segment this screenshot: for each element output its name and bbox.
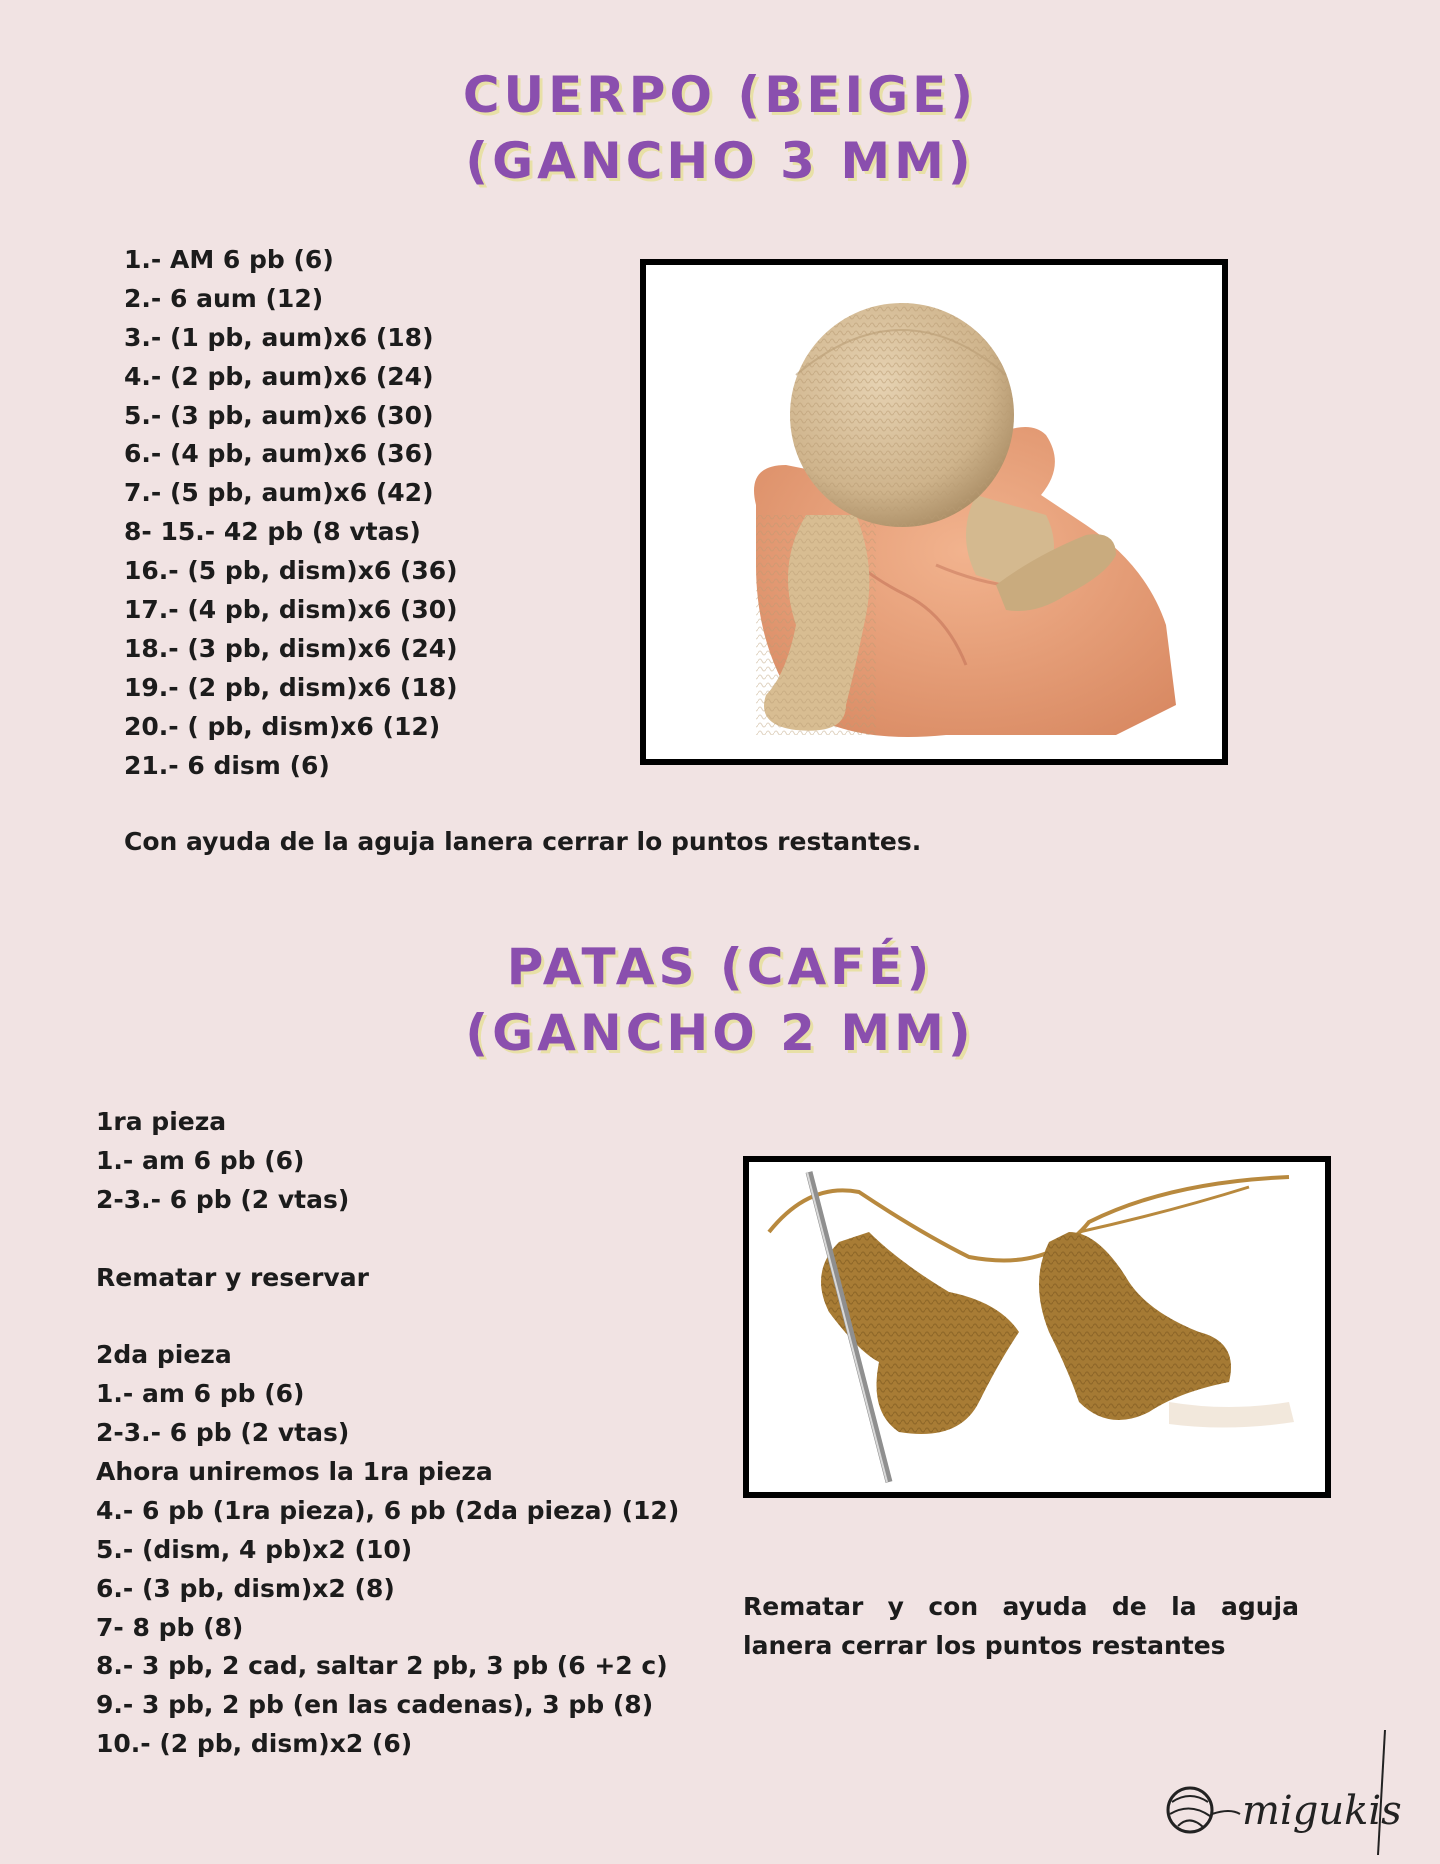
pattern-row: 5.- (3 pb, aum)x6 (30) — [124, 400, 434, 430]
patas-pattern-list — [96, 1103, 679, 1764]
title-line-2: (GANCHO 3 MM) — [465, 132, 975, 190]
cuerpo-closing-note: Con ayuda de la aguja lanera cerrar lo puntos restantes. — [124, 827, 922, 856]
section-title-cuerpo — [0, 62, 1440, 194]
piece-1-title: 1ra pieza — [96, 1107, 227, 1136]
patas-closing-note: Rematar y con ayuda de la aguja lanera cerrar los puntos restantes — [743, 1592, 1299, 1660]
cuerpo-photo — [640, 259, 1228, 765]
pattern-row: 6.- (4 pb, aum)x6 (36) — [124, 439, 434, 469]
title-line-2: (GANCHO 2 MM) — [465, 1004, 975, 1062]
pattern-row: 1.- AM 6 pb (6) — [124, 245, 334, 274]
pattern-row: 1.- am 6 pb (6) — [96, 1145, 305, 1175]
pattern-row: Ahora uniremos la 1ra pieza — [96, 1457, 493, 1487]
pattern-row: 5.- (dism, 4 pb)x2 (10) — [96, 1534, 413, 1564]
section-title-patas — [0, 934, 1440, 1066]
pattern-row: 4.- (2 pb, aum)x6 (24) — [124, 361, 434, 391]
pattern-row: 2.- 6 aum (12) — [124, 283, 324, 313]
pattern-row: 8.- 3 pb, 2 cad, saltar 2 pb, 3 pb (6 +2 c) — [96, 1651, 668, 1681]
piece-2-title: 2da pieza — [96, 1340, 232, 1370]
logo-text: migukis — [1242, 1788, 1402, 1834]
title-line-1: CUERPO (BEIGE) — [462, 66, 978, 124]
crochet-legs-image — [749, 1162, 1325, 1492]
pattern-row: 7- 8 pb (8) — [96, 1612, 244, 1642]
piece-1-end: Rematar y reservar — [96, 1262, 369, 1292]
pattern-row: 19.- (2 pb, dism)x6 (18) — [124, 672, 458, 702]
pattern-row: 6.- (3 pb, dism)x2 (8) — [96, 1573, 395, 1603]
cuerpo-pattern-list — [124, 241, 458, 785]
pattern-row: 9.- 3 pb, 2 pb (en las cadenas), 3 pb (8) — [96, 1690, 654, 1720]
pattern-row: 16.- (5 pb, dism)x6 (36) — [124, 556, 458, 586]
pattern-row: 2-3.- 6 pb (2 vtas) — [96, 1418, 350, 1448]
yarn-ball-icon — [1160, 1730, 1430, 1860]
pattern-row: 7.- (5 pb, aum)x6 (42) — [124, 478, 434, 508]
pattern-row: 3.- (1 pb, aum)x6 (18) — [124, 322, 434, 352]
pattern-row: 17.- (4 pb, dism)x6 (30) — [124, 595, 458, 625]
pattern-row: 10.- (2 pb, dism)x2 (6) — [96, 1729, 413, 1759]
pattern-row: 8- 15.- 42 pb (8 vtas) — [124, 517, 421, 547]
pattern-row: 18.- (3 pb, dism)x6 (24) — [124, 633, 458, 663]
pattern-row: 21.- 6 dism (6) — [124, 750, 330, 780]
pattern-row: 4.- 6 pb (1ra pieza), 6 pb (2da pieza) (12) — [96, 1495, 680, 1525]
pattern-row: 20.- ( pb, dism)x6 (12) — [124, 711, 441, 741]
pattern-row: 1.- am 6 pb (6) — [96, 1379, 305, 1409]
patas-photo — [743, 1156, 1331, 1498]
crochet-body-image — [646, 265, 1222, 759]
title-line-1: PATAS (CAFÉ) — [506, 938, 934, 996]
pattern-row: 2-3.- 6 pb (2 vtas) — [96, 1184, 350, 1214]
brand-logo — [1160, 1730, 1430, 1860]
